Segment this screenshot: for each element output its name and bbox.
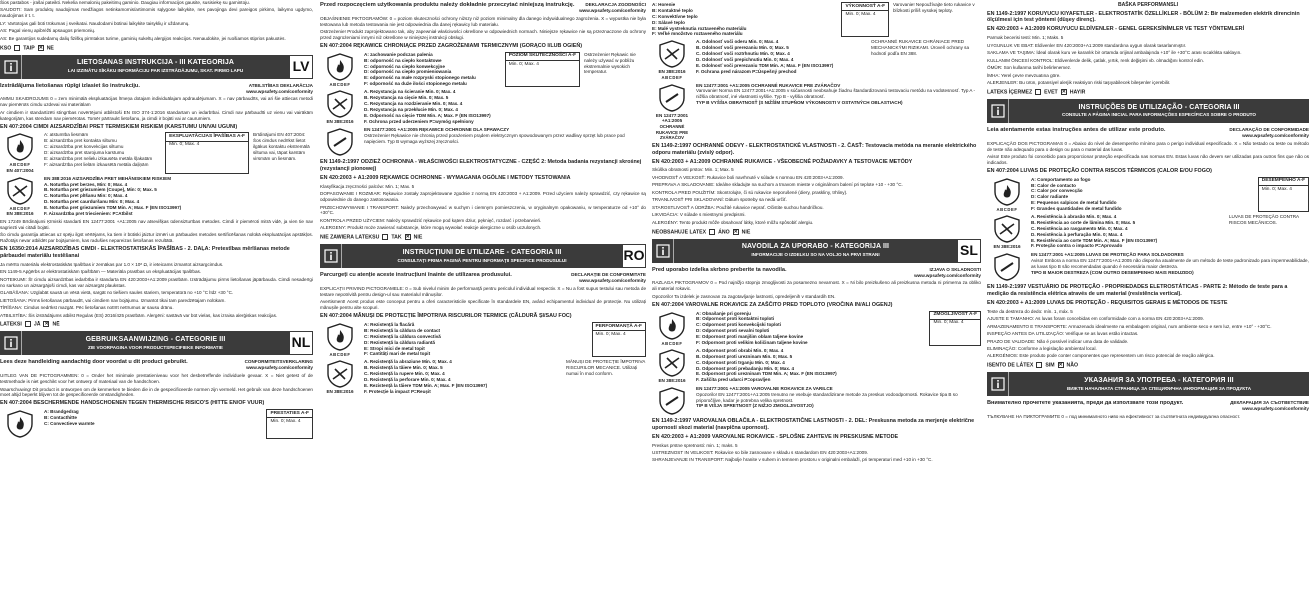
latex-checkboxes: KSO TAIP ✕ NE [0,44,54,51]
latex-checkboxes: LATEKS İÇERMEZ EVET ✕ HAYIR [987,88,1086,96]
standard-heading: EN 420:2003 + A1:2009 OCHRANNÉ RUKAVICE - VŠEOBECNÉ POŽIADAVKY A TESTOVACIE METÓDY [652,158,913,165]
mechanical-pictogram: ABCDEF EN 388:2016 [0,176,40,217]
paragraph: PRZECHOWYWANIE I TRANSPORT: Należy przechowywać w suchym i ciemnym pomieszczeniu, w oryginalnym opakowaniu, w temperaturze od +10° do +30°C. [320,204,646,216]
paragraph: Preskus prstne spretnosti: min. 1; maks. 5 [652,442,738,448]
paragraph: AMMU SKAIDROJUMS 0 = zem minimālā ekspluatācijas līmeņa dotajam individuālajam apdraudējumam. X = nav pārbaudīts, vai ari šie attiecas metodi nav piemērots cimdu uzdevai vai materiālam [0,96,313,108]
intro-text: Lees deze handleiding aandachtig door voordat u dit product gebruikt. [0,359,188,366]
declaration-url: www.wpsafety.com/conformity [914,272,981,278]
checkbox [14,45,20,51]
paragraph: KULLANIM ÖNCESİ KONTROL: Eldivenlerde delik, çatlak, yırtık, renk değişimi vb. olmadığını kontrol edin. [987,57,1205,63]
book-info-icon [0,55,22,79]
text-line: SAUDOTI: Sam produktų naudojimas medžiagos netinkamomis/artimomis sąlygose laikykite, nes pavojinga devi pareigos pirkimo, laikymo ugdymo, naudojimas ir t. t. [0,7,313,19]
paragraph: Avertisment! Acest produs este conceput pentru a oferi caracteristicile specificate în standardele EN, având echipamentul individual de protecție. Nu utilizați mănușile pentru alte scopuri. [320,299,646,311]
heat-pictogram [0,409,40,439]
checkbox [25,321,31,327]
paragraph: EXPLICAÇÃO DOS PICTOGRAMAS 0 = Abaixo do nível de desempenho mínimo para o perigo individual especificado. X = Não testado ou teste ou método de teste não adequado para o design ou para o material das luvas. [987,140,1309,152]
flame-icon [325,52,355,82]
banner-title: LIETOSANAS INSTRUKCIJA - III KATEGORIJA [76,59,234,67]
checkbox [709,229,715,235]
declaration-url: www.wpsafety.com/conformity [246,88,313,94]
text-line: Šios pastabos - įrašai pateikti. Nekelia nemalonių pakeitimų gaminio. Daugiau informacijos gausite, susisiekę su gamintoju. [0,0,250,5]
checkbox [1036,362,1042,368]
paragraph: DOPASOWANIE I ROZMIAR: Rękawice zostały zaprojektowane zgodnie z normą EN 420:2003 + A1:2009. Przed użyciem należy sprawdzić, czy rękawice są odpowiednie do danego zastosowania. [320,191,646,203]
paragraph: ELIMINAÇÃO: Conforme a legislação ambiental local. [987,346,1097,352]
standard-heading: EN 407:2004 CIMDI AIZSARDZĪBAI PRET TERMISKIEM RISKIEM (KARSTUMU UN/VAI UGUNI) [0,123,238,130]
declaration-title: CONFORMITEITSVERKLARING [244,359,313,365]
standard-heading: EN 16350:2014 AIZSARDZĪBAS CIMDI - ELEKTROSTATISKĀS ĪPAŠĪBAS - 2. DAĻA: Pretestības mērīšanas metode pārbaudei materiālu testēšanai [0,246,290,259]
mechanical-pictogram: EN 388:2016 [987,214,1027,250]
latex-checkboxes: NEOBSAHUJE LATEX ÁNO ✕ NIE [652,228,751,235]
paragraph: TĪRĪŠANA: Cimdus nedrīkst mazgāt. Pēc lietošanas notīrīt netīrumus ar sausu drānu. [0,305,174,311]
shield-icon [992,214,1022,244]
checkbox-checked: ✕ [1061,88,1066,95]
declaration-title: IZJAVA O SKLADNOSTI [929,266,981,272]
paragraph: Ja mērīto materiālu elektrostatiskās īpašības ir zemākas par 1.0 × 10⁸ Ω, ir ieteicams izmantot aizsargcimdus. [0,261,224,267]
section-banner-bg [987,372,1309,396]
column-pl-ro: Przed rozpoczęciem użytkowania produktu należy dokładnie przeczytać niniejszą instrukcję. DEKLARACJA ZGODNOŚCI www.wpsafety.com/conformity OBJAŚNIENIE PIKTOGRAMÓW: 0 = poziom skuteczności ochrony niższy niż poziom minimalny dla danego indywidualnego zagrożenia. X = wypustka nie była testowana lub metoda testowania nie jest odpowiednia dla danej rękawicy lub materiału. Ostrzeżenie! Produkt zaprojektowano tak, aby zapewniał właściwości określone w odpowiednich normach. Niniejsze rękawice nie są przeznaczone do ochrony przed zagrożeniami innymi niż określone w niniejszej instrukcji obsługi. EN 407:2004 RĘKAWICE CHRONIĄCE PRZED ZAGROŻENIAMI TERMICZNYMI (GORĄCO I/LUB OGIEŃ) ABCDEF A: zachowanie podczas palenia B: odporność na ciepło kontaktowe C: odporność na ciepło konwekcyjne D: odporność na ciepło promieniowania E: odporność na małe rozpryski stopionego metalu F: odporność na duże ilości stopionego metalu POZIOM SKUTECZNOŚCI A-F Min. 0; Max. 4 Ostrzeżenie! Rękawic nie należy używać w pobliżu ekstremalnie wysokich temperatur. EN 388:2016 A. Rezystancja na ścieranie Min. 0; Max. 4 B. Rezystancja na cięcie Min. 0; Max. 5 C. Rezystancja na rozdzieranie Min. 0; Max. 4 D. Rezystancja na przekłucie Min. 0; Max. 4 E. Odporność na cięcie TDM Min. A; Max. F (EN ISO13997) F. Ochrona przed uderzeniem P=wymóg spełniony EN 12477:2001 +A1:2005 RĘKAWICE OCHRONNE DLA SPAWACZY Ostrzeżenie! Rękawice nie chronią przed porażeniem prądem elektrycznym spowodowanym przez wadliwy sprzęt lub prace pod napięciem. Typ B wymaga wyższej zręczności. EN 1149-2:1997 ODZIEŻ OCHRONNA - WŁAŚCIWOŚCI ELEKTROSTATYCZNE - CZĘŚĆ 2: Metoda badania rezystancji skrośnej (rezystancji pionowej) EN 420:2003 + A1:2009 RĘKAWICE OCHRONNE - WYMAGANIA OGÓLNE I METODY TESTOWANIA Klasyfikacja zręczności palców: Min. 1; Max. 5 DOPASOWANIE I ROZMIAR: Rękawice zostały zaprojektowane zgodnie z normą EN 420:2003 + A1:2009. Przed użyciem należy sprawdzić, czy rękawice są odpowiednie do danego zastosowania. PRZECHOWYWANIE I TRANSPORT: Należy przechowywać w suchym i ciemnym pomieszczeniu, w oryginalnym opakowaniu, w temperaturze od +10° do +30°C. KONTROLA PRZED UŻYCIEM: Należy sprawdzić rękawice pod kątem dziur, pęknięć, rozdarć i przebarwień. ALERGENY: Produkt może zawierać substancje, które mogą wywołać reakcje alergiczne u osób uczulonych. NIE ZAWIERA LATEKSU TAK ✕ NIE INSTRUCȚIUNI DE UTILIZARE - CATEGORIA III CONSULTAȚI PRIMA PAGINĂ PENTRU INFORMAȚII SPECIFICE PRODUSULUI RO Parcurgeți cu atenție aceste instrucțiuni înainte de utilizarea produsului. DECLARAȚIE DE CONFORMITATE www.wpsafety.com/conformity EXPLICAȚII PRIVIND PICTOGRAMELE: 0 = Sub nivelul minim de performanță pentru pericolul individual respectiv. X = Nu a fost supus testului sau metoda de testare nepotrivită pentru design-ul sau materialul mănușilor. Avertisment! Acest produs este conceput pentru a oferi caracteristicile specificate în standardele EN, având echipamentul individual de protecție. Nu utilizați mănușile pentru alte scopuri. EN 407:2004 MĂNUȘI DE PROTECȚIE ÎMPOTRIVA RISCURILOR TERMICE (CĂLDURĂ ȘI/SAU FOC) ABCDEF A: Rezistență la flacără B: Rezistență la căldura de contact C: Rezistență la căldura convectivă D: Rezistență la căldura radiantă E: Stropi mici de metal topit F: Cantități mari de metal topit PERFORMANȚĂ A-F Min. 0; Max. 4 EN 388:2016 A. Rezistență la abraziune Min. 0; Max. 4 B. Rezistență la tăiere Min. 0; Max. 5 C. Rezistență la rupere Min. 0; Max. 4 D. Rezistență la perforare Min. 0; Max. 4 E. Rezistență la tăiere TDM Min. A; Max. F (EN ISO13997) F. Protecție la impact P=Reușit MĂNUȘI DE PROTECȚIE ÎMPOTRIVA RISCURILOR MECANICE. Utilizați numai în mod conform. [320,2,646,395]
book-info-icon [320,244,342,268]
standard-heading: EN 407:2004 LUVAS DE PROTEÇÃO CONTRA RISCOS TÉRMICOS (CALOR E/OU FOGO) [987,167,1212,174]
paragraph: Klasyfikacja zręczności palców: Min. 1; Max. 5 [320,183,415,189]
paragraph: KONTROLA PRZED UŻYCIEM: Należy sprawdzić rękawice pod kątem dziur, pęknięć, rozdarć i przebarwień. [320,217,542,223]
standard-heading: EN 1149-2:1997 VESTUÁRIO DE PROTEÇÃO - PROPRIEDADES ELETROSTÁTICAS - PARTE 2: Método de teste para a medição da resistência elétrica através de um material (resistência vertical). [987,283,1288,297]
declaration-title: ATBILSTĪBAS DEKLARĀCIJA [248,82,313,88]
paragraph: GLABĀŠANA: Uzglabāt sausā un vēsā vietā, sargāt no tiešiem saules stariem, temperatūrā no +10 °C līdz +30 °C. [0,290,234,296]
section-banner-pt [987,99,1309,123]
paragraph: ТЪЛКУВАНЕ НА ПИКТОГРАМИТЕ 0 = под минималното ниво на ефективност за съответната индивидуална опасност. [987,414,1241,420]
declaration-url: www.wpsafety.com/conformity [579,7,646,13]
banner-title: INSTRUÇÕES DE UTILIZAÇÃO - CATEGORIA III [1078,103,1240,111]
intro-text: Leia atentamente estas instruções antes de utilizar este produto. [987,126,1166,133]
warning-note: Ostrzeżenie! Rękawic nie należy używać w pobliżu ekstremalnie wysokich temperatur. [584,51,636,75]
banner-title: INSTRUCȚIUNI DE UTILIZARE - CATEGORIA III [402,248,562,256]
paragraph: Parmak becerisi testi: Min. 1; Maks. 5 [987,35,1064,41]
text-line: AS: Pagal vienų apibrėžti apsaugos priemonių. [0,28,96,34]
standard-heading: EN 407:2004 BESCHERMENDE HANDSCHOENEN TEGEN THERMISCHE RISICO'S (HITTE EN/OF VUUR) [0,400,265,407]
shield-icon [657,39,687,69]
section-banner-nl [0,331,313,355]
banner-subtitle: INFORMACIJE O IZDELKU SO NA VOLJO NA PRVI STRANI [751,252,880,258]
declaration-url: www.wpsafety.com/conformity [246,365,313,371]
paragraph: Teste da destreza do dedo: mín. 1, máx. 5 [987,308,1073,314]
paragraph: PREPRAVA A SKLADOVANIE: Ideálne skladujte na suchom a tmavom mieste v originálnom balení pri teplote +10 - +30 °C. [652,182,903,188]
section-title: BAŠKA PERFORMANSLI [1117,2,1179,8]
section-banner-ro [320,244,646,268]
book-info-icon [0,331,22,355]
paragraph: PRAZO DE VALIDADE: Não é possível indicar uma data de validade. [987,338,1129,344]
standard-heading: EN 420:2003 + A1:2009 RĘKAWICE OCHRONNE - WYMAGANIA OGÓLNE I METODY TESTOWANIA [320,174,571,181]
shield-icon [5,176,35,206]
intro-text: Izstrādājuma lietošanas rūpīgi izlasiet šo instrukciju. [0,82,140,89]
warning-note: Varovanie! Nepoužívajte tieto rukavice v blízkosti príliš vysokej teploty. [893,2,975,13]
paragraph: Waarschuwing! Dit product is ontworpen om de kenmerken te bieden die in de gespecificeerde normen zijn vermeld. Het gebruik van deze handschoenen moet altijd beperkt blijven tot de gespecificeerde omstandigheden. [0,386,313,398]
paragraph: Šo cimdu garantija attiecas uz spēju ilgst vērtējams, ka tiem ir būtiski jāiztur izmēri un pārbaudes metodes sertificēšanas nolūkā ekspluatācijas apstākļos. Ražotājs nevar atbildēt par bojājumiem, kas radušies nepareizas lietošanas rezultātā. [0,232,313,244]
paragraph: ÖMÜR: Son kullanma tarihi belirlenemez. [987,65,1072,71]
paragraph: NOTEIKUMI: Šī cimdu aizsardzības iedarbība ir standarta EN 420:2003+A1:2009 prasībām. Izstrādājumu pirms lietošanas jāpārbauda. Cimdi nesaderīgi no sarkano un aizsargājoši cimdi, kas var aizsargāt plaukstas. [0,276,313,288]
declaration-title: DEKLARACJA ZGODNOŚCI [585,2,646,7]
book-info-icon [987,99,1009,123]
standard-heading: EN 1149-2:1997 ODZIEŻ OCHRONNA - WŁAŚCIWOŚCI ELEKTROSTATYCZNE - CZĘŚĆ 2: Metoda badania rezystancji skrośnej (rezystancji pionowej) [320,159,642,172]
standard-heading: EN 1149-2:1997 OCHRANNÉ ODEVY - ELEKTROSTATICKÉ VLASTNOSTI - 2. ČASŤ: Testovacia metóda na meranie elektrického odporu materiálu (zvislý odpor). [652,142,977,156]
checkbox-checked: ✕ [1058,362,1063,369]
flame-icon [5,132,35,162]
checkbox [382,234,388,240]
performance-table: PERFORMANȚĂ A-F Min. 0; Max. 4 [592,322,646,357]
paragraph: LIETOŠANA: Pirms lietošanas pārbaudīt, vai cimdiem nav bojājumu. Izmantot tikai tam paredzētajam nolūkam. [0,297,226,303]
paragraph: ALERGENY: Produkt może zawierać substancje, które mogą wywołać reakcje alergiczne u osób uczulonych. [320,225,542,231]
paragraph: UITLEG VAN DE PICTOGRAMMEN: 0 = Onder het minimale prestatieniveau voor het desbetreffende individuele gevaar. X = Niet getest of de testmethode is niet geschikt voor het ontwerp of materiaal van de handschoen. [0,373,313,385]
paragraph: RAZLAGA PIKTOGRAMOV 0 = Pod najnižjo stopnjo zmogljivosti za posamezno nevarnost. X = Ni bilo preizkušeno ali preizkusna metoda ni primerna za obliko ali material rokavic. [652,280,981,292]
flame-icon [992,177,1022,207]
declaration-url: www.wpsafety.com/conformity [1242,132,1309,138]
text-line: AS: Be garantijos sudedamų dalių fiziškų pirmtakos turime, gaminių sukeltų alergijos reakcijos. Nenaudokite, jei ruošiamos stiprios pakuotės. [0,35,286,41]
paragraph: EN 1149-5 Apģērbs ar elektrostatiskām īpašībām — Materiāla prasības un ekspluatācijas īpašības. [0,269,202,275]
performance-table: VÝKONNOSŤ A-F Min. 0; Max. 4 [841,2,889,37]
paragraph: EXPLICAȚII PRIVIND PICTOGRAMELE: 0 = Sub nivelul minim de performanță pentru pericolul individual respectiv. X = Nu a fost supus testului sau metoda de testare nepotrivită pentru design-ul sau materialul mănușilor. [320,286,646,297]
flame-icon [657,311,687,341]
declaration-title: ДЕКЛАРАЦИЯ ЗА СЪОТВЕТСТВИЕ [1230,400,1309,406]
standard-heading: EN 420:2003 + A1:2009 KORUYUCU ELDİVENLER - GENEL GEREKSİNİMLER VE TEST YÖNTEMLERİ [987,26,1245,33]
declaration-title: DECLARAȚIE DE CONFORMITATE [571,272,646,278]
paragraph: ALERJENLER: Bu ürün, potansiyel alerjik reaksiyon riski taşıyabilecek bileşenler içerebilir. [987,80,1171,86]
standard-heading: EN 420:2003 + A1:2009 LUVAS DE PROTEÇÃO - REQUISITOS GERAIS E MÉTODOS DE TESTE [987,299,1228,306]
shield-icon [657,348,687,378]
paragraph: KONTROLA PRED POUŽITÍM: Skontrolujte, či sú rukavice neporušené (diery, praskliny, trhliny). [652,189,848,195]
welding-pictogram [320,127,360,157]
checkbox-checked: ✕ [38,44,43,51]
welding-pictogram [987,252,1027,282]
banner-subtitle: ZIE VOORPAGINA VOOR PRODUCTSPECIFIEKE INFORMATIE [88,344,223,350]
intro-text: Внимателно прочетете указанията, преди да използвате този продукт. [987,400,1184,407]
paragraph: LIKVIDÁCIA: V súlade s miestnymi predpismi. [652,212,746,218]
paragraph: INSPEÇÃO ANTES DA UTILIZAÇÃO: Verifique se as luvas estão intactas. [987,331,1139,337]
mechanical-pictogram: EN 388:2016 [320,89,360,125]
standard-heading: EN 1149-2:1997 VAROVALNA OBLAČILA - ELEKTROSTATIČNE LASTNOSTI - 2. DEL: Preskusna metoda za merjenje električne upornosti skozi material (navpična upornost). [652,417,975,431]
performance-table: DESEMPENHO A-F Min. 0; Max. 4 [1258,177,1309,212]
performance-table: PRESTATIES A-F Min. 0; Max. 4 [266,409,313,439]
paragraph: UYGUNLUK VE EBAT: Eldivenler EN 420:2003+A1:2009 standardına uygun olarak tasarlanmıştır. [987,42,1187,48]
latex-checkboxes: NIE ZAWIERA LATEKSU TAK ✕ NIE [320,234,423,241]
declaration-url: www.wpsafety.com/conformity [1242,406,1309,412]
section-banner-lv [0,55,313,79]
checkbox [1035,89,1041,95]
performance-table: ZMOGLJIVOST A-F Min. 0; Max. 4 [929,311,981,346]
paragraph: İMHA: Yerel çevre mevzuatına göre. [987,72,1061,78]
paragraph: Aviso! Este produto foi concebido para proporcionar proteção especificada nas normas EN. Estas luvas não devem ser utilizadas para outros fins que não os indicados. [987,154,1309,165]
column-tr-pt-bg: BAŠKA PERFORMANSLI EN 1149-2:1997 KORUYUCU KIYAFETLER - ELEKTROSTATİK ÖZELLİKLER - BÖLÜM 2: Bir malzemeden elektrik direncinin ölçülmesi için test yöntemi (düşey direnç). EN 420:2003 + A1:2009 KORUYUCU ELDİVENLER - GENEL GEREKSİNİMLER VE TEST YÖNTEMLERİ Parmak becerisi testi: Min. 1; Maks. 5 UYGUNLUK VE EBAT: Eldivenler EN 420:2003+A1:2009 standardına uygun olarak tasarlanmıştır. SAKLAMA VE TAŞIMA: İdeal olarak kuru ve karanlık bir ortamda orijinal ambalajında +10° ile +30°C arası sıcaklıkta saklayın. KULLANIM ÖNCESİ KONTROL: Eldivenlerde delik, çatlak, yırtık, renk değişimi vb. olmadığını kontrol edin. ÖMÜR: Son kullanma tarihi belirlenemez. İMHA: Yerel çevre mevzuatına göre. ALERJENLER: Bu ürün, potansiyel alerjik reaksiyon riski taşıyabilecek bileşenler içerebilir. LATEKS İÇERMEZ EVET ✕ HAYIR INSTRUÇÕES DE UTILIZAÇÃO - CATEGORIA III CONSULTE A PÁGINA INICIAL PARA INFORMAÇÕES ESPECÍFICAS SOBRE O PRODUTO Leia atentamente estas instruções antes de utilizar este produto. DECLARAÇÃO DE CONFORMIDADE www.wpsafety.com/conformity EXPLICAÇÃO DOS PICTOGRAMAS 0 = Abaixo do nível de desempenho mínimo para o perigo individual especificado. X = Não testado ou teste ou método de teste não adequado para o design ou para o material das luvas. Aviso! Este produto foi concebido para proporcionar proteção especificada nas normas EN. Estas luvas não devem ser utilizadas para outros fins que não os indicados. EN 407:2004 LUVAS DE PROTEÇÃO CONTRA RISCOS TÉRMICOS (CALOR E/OU FOGO) ABCDEF A: Comportamento ao fogo B: Calor de contacto C: Calor por convecção D: Calor radiante E: Pequenos salpicos de metal fundido F: Grandes quantidades de metal fundido DESEMPENHO A-F Min. 0; Max. 4 EN 388:2016 A. Resistência à abrasão Min. 0; Max. 4 B. Resistência ao corte de lâmina Min. 0; Max. 5 C. Resistência ao rasgamento Min. 0; Max. 4 D. Resistência à perfuração Min. 0; Max. 4 E. Resistência ao corte TDM Min. A; Max. F (EN ISO13997) F. Proteção contra o impacto P=Aprovado LUVAS DE PROTEÇÃO CONTRA RISCOS MECÂNICOS. EN 12477:2001 +A1:2005 LUVAS DE PROTEÇÃO PARA SOLDADORES Aviso! Embora a norma EN 12477:2001+A1:2005 não disponha atualmente de um método de teste padronizado para impermeabilidade, as luvas tipo B são recomendadas quando é necessária maior destreza. TIPO B MAIOR DESTREZA (COM OUTRO DESEMPENHO MAIS REDUZIDO) EN 1149-2:1997 VESTUÁRIO DE PROTEÇÃO - PROPRIEDADES ELETROSTÁTICAS - PARTE 2: Método de teste para a medição da resistência elétrica através de um material (resistência vertical). EN 420:2003 + A1:2009 LUVAS DE PROTEÇÃO - REQUISITOS GERAIS E MÉTODOS DE TESTE Teste da destreza do dedo: mín. 1, máx. 5 AJUSTE E TAMANHO: As luvas foram concebidas em conformidade com a norma EN 420:2003+A1:2009. ARMAZENAMENTO E TRANSPORTE: Armazenado idealmente na embalagem original, num ambiente seco e sem luz, entre +10° - +30°C. INSPEÇÃO ANTES DA UTILIZAÇÃO: Verifique se as luvas estão intactas. PRAZO DE VALIDADE: Não é possível indicar uma data de validade. ELIMINAÇÃO: Conforme a legislação ambiental local. ALERGÉNIOS: Este produto pode conter componentes que representem um risco potencial de reação alérgica. ISENTO DE LÁTEX SIM ✕ NÃO УКАЗАНИЯ ЗА УПОТРЕБА - КАТЕГОРИЯ III ВИЖТЕ НАЧАЛНАТА СТРАНИЦА ЗА СПЕЦИФИЧНА ИНФОРМАЦИЯ ЗА ПРОДУКТА Внимателно прочетете указанията, преди да използвате този продукт. ДЕКЛАРАЦИЯ ЗА СЪОТВЕТСТВИЕ www.wpsafety.com/conformity ТЪЛКУВАНЕ НА ПИКТОГРАМИТЕ 0 = под минималното ниво на ефективност за съответната индивидуална опасност. [987,2,1309,420]
banner-title: GEBRUIKSAANWIJZING - CATEGORIE III [85,335,226,343]
welding-pictogram: EN 12477:2001 +A1:2005 OCHRANNÉ RUKAVICE PRE ZVÁRAČOV [652,83,692,141]
shield-icon [325,127,355,157]
shield-icon [325,89,355,119]
language-code: SL [957,239,981,263]
standard-heading: EN 407:2004 RĘKAWICE CHRONIĄCE PRZED ZAGROŻENIAMI TERMICZNYMI (GORĄCO I/LUB OGIEŃ) [320,42,583,49]
language-code: RO [622,244,646,268]
latex-checkboxes: LATEKSI JĀ ✕ NĒ [0,321,60,328]
checkbox-checked: ✕ [405,234,410,241]
mechanical-pictogram: EN 388:2016 [320,359,360,395]
heat-pictogram: ABCDEF [652,311,692,346]
paragraph: Opozorilo! Ta izdelek je zasnovan za zagotavljanje lastnosti, opredeljenih v standardih EN. [652,293,836,299]
paragraph: TRVANLIVOSŤ PRI SKLADOVANÍ: Dátum spotreby sa nedá určiť. [652,197,787,203]
text-line: LY: Vartotojas gali būti trūkumas į sveikatai. Naudodami būtinai laikykite taisyklių ir uždarumų. [0,20,190,26]
paragraph: Ar cimdiem ir standartizēti stingrības novērtējumi atbilstoši EN ISO 374-1:2016 standartam un iedarbībai. Cimdi nav pārbaudīti uz vienu vai vairākām kategorijām, kas stendam nav piemērotas. Tomēr pārtraukt lietošanu, ja cimdi ir bojāti vai ar caurumiem. [0,109,313,121]
paragraph: STAROSTLIVOSŤ A ÚDRŽBA: Použité rukavice neprať. Očistite suchou handričkou. [652,204,824,210]
warning-note: LUVAS DE PROTEÇÃO CONTRA RISCOS MECÂNICOS. [1229,214,1299,225]
shield-icon [992,252,1022,282]
paragraph: SHRANJEVANJE IN TRANSPORT: Najbolje hranite v suhem in temnem prostoru v originalni embalaži, pri temperaturi med +10 in +30 °C. [652,457,933,463]
mechanical-pictogram: EN 388:2016 [652,348,692,384]
section-banner-sl [652,239,981,263]
standard-heading: EN 407:2004 VAROVALNE ROKAVICE ZA ZAŠČITO PRED TOPLOTO (VROČINA IN/ALI OGENJ) [652,301,893,308]
paragraph: VHODNOSŤ A VEĽKOSŤ: Rukavice boli navrhnuté v súlade s normou EN 420:2003+A1:2009. [652,174,844,180]
declaration-url: www.wpsafety.com/conformity [579,278,646,284]
mechanical-pictogram: EN 388:2016 ABCDEF [652,39,692,80]
shield-icon [325,359,355,389]
paragraph: ARMAZENAMENTO E TRANSPORTE: Armazenado idealmente na embalagem original, num ambiente seco e sem luz, entre +10° - +30°C. [987,323,1272,329]
column-lv-nl: Šios pastabos - įrašai pateikti. Nekelia nemalonių pakeitimų gaminio. Daugiau informacijos gausite, susisiekę su gamintoju. SAUDOTI: Sam produktų naudojimas medžiagos netinkamomis/artimomis sąlygose laikykite, nes pavojinga devi pareigos pirkimo, laikymo ugdymo, naudojimas ir t. t. LY: Vartotojas gali būti trūkumas į sveikatai. Naudodami būtinai laikykite taisyklių ir uždarumų. AS: Pagal vienų apibrėžti apsaugos priemonių. AS: Be garantijos sudedamų dalių fiziškų pirmtakos turime, gaminių sukeltų alergijos reakcijos. Nenaudokite, jei ruošiamos stiprios pakuotės. KSO TAIP ✕ NE LIETOSANAS INSTRUKCIJA - III KATEGORIJA LAI IZZINĀTU SĪKĀKU INFORMĀCIJU PAR IZSTRĀDĀJUMU, SKAT. PIRMO LAPU LV Izstrādājuma lietošanas rūpīgi izlasiet šo instrukciju. ATBILSTĪBAS DEKLARĀCIJA www.wpsafety.com/conformity AMMU SKAIDROJUMS 0 = zem minimālā ekspluatācijas līmeņa dotajam individuālajam apdraudējumam. X = nav pārbaudīts, vai ari šie attiecas metodi nav piemērots cimdu uzdevai vai materiālam Ar cimdiem ir standartizēti stingrības novērtējumi atbilstoši EN ISO 374-1:2016 standartam un iedarbībai. Cimdi nav pārbaudīti uz vienu vai vairākām kategorijām, kas stendam nav piemērotas. Tomēr pārtraukt lietošanu, ja cimdi ir bojāti vai ar caurumiem. EN 407:2004 CIMDI AIZSARDZĪBAI PRET TERMISKIEM RISKIEM (KARSTUMU UN/VAI UGUNI) ABCDEF EN 407:2004 A: atstumība liesmām B: aizsardzība pret kontakta siltumu C: aizsardzība pret konvekcijas siltumu D: aizsardzība pret starojuma karstumu E: aizsardzība pret nelielu izkausēta metāla šļakatām F: aizsardzība pret lielām izkausētā metāla daļiņām EKSPLUATĀCIJAS ĪPAŠĪBAS A-F Min. 0; Max. 4 Brīdinājumi EN 407:2004: Šos cimdus nedrīkst lietot ilgākus kontaktu ekstremālā siltuma vai, tāpat karstām virsmām un liesmām. ABCDEF EN 388:2016 EN 388:2016 AIZSARDZĪBA PRET MEHĀNISKIEM RISKIEM A. Noturība pret berzes, Min: 0; Max. 4 B. Noturība pret griezumiem (Coupe), Min: 0; Max. 5 C. Noturība pret plīšanu Min: 0; Max. 4 D. Noturība pret caurduršanu Min: 0; Max. 4 E. Noturība pret griezumiem TDM Min. A; Max. F (EN ISO13997) F. Aizsardzība pret triecieniem: P=Atbilst EN 17249 Brīdinājumi Ķīmiski standarti EN 12477:2001 +A1:2005 nav atsevišķas ūdensizturības metodes. Cimdi ir piemēroti mitrā vidē, ja vien tie nav sagriezti vai citādi bojāti. Šo cimdu garantija attiecas uz spēju ilgst vērtējams, ka tiem ir būtiski jāiztur izmēri un pārbaudes metodes sertificēšanas nolūkā ekspluatācijas apstākļos. Ražotājs nevar atbildēt par bojājumiem, kas radušies nepareizas lietošanas rezultātā. EN 16350:2014 AIZSARDZĪBAS CIMDI - ELEKTROSTATISKĀS ĪPAŠĪBAS - 2. DAĻA: Pretestības mērīšanas metode pārbaudei materiālu testēšanai Ja mērīto materiālu elektrostatiskās īpašības ir zemākas par 1.0 × 10⁸ Ω, ir ieteicams izmantot aizsargcimdus. EN 1149-5 Apģērbs ar elektrostatiskām īpašībām — Materiāla prasības un ekspluatācijas īpašības. NOTEIKUMI: Šī cimdu aizsardzības iedarbība ir standarta EN 420:2003+A1:2009 prasībām. Izstrādājumu pirms lietošanas jāpārbauda. Cimdi nesaderīgi no sarkano un aizsargājoši cimdi, kas var aizsargāt plaukstas. GLABĀŠANA: Uzglabāt sausā un vēsā vietā, sargāt no tiešiem saules stariem, temperatūrā no +10 °C līdz +30 °C. LIETOŠANA: Pirms lietošanas pārbaudīt, vai cimdiem nav bojājumu. Izmantot tikai tam paredzētajam nolūkam. TĪRĪŠANA: Cimdus nedrīkst mazgāt. Pēc lietošanas notīrīt netīrumus ar sausu drānu. ATBILSTĪBA: Šis izstrādājums atbilst Regulas (ES) 2016/425 prasībām. Alergēni: sastāvā var būt vielas, kas izraisa alerģiskas reakcijas. LATEKSI JĀ ✕ NĒ GEBRUIKSAANWIJZING - CATEGORIE III ZIE VOORPAGINA VOOR PRODUCTSPECIFIEKE INFORMATIE NL Lees deze handleiding aandachtig door voordat u dit product gebruikt. CONFORMITEITSVERKLARING www.wpsafety.com/conformity UITLEG VAN DE PICTOGRAMMEN: 0 = Onder het minimale prestatieniveau voor het desbetreffende individuele gevaar. X = Niet getest of de testmethode is niet geschikt voor het ontwerp of materiaal van de handschoen. Waarschuwing! Dit product is ontworpen om de kenmerken te bieden die in de gespecificeerde normen zijn vermeld. Het gebruik van deze handschoenen moet altijd beperkt blijven tot de gespecificeerde omstandigheden. EN 407:2004 BESCHERMENDE HANDSCHOENEN TEGEN THERMISCHE RISICO'S (HITTE EN/OF VUUR) A: Brandgedrag B: Contacthitte C: Convectieve warmte PRESTATIES A-F Min. 0; Max. 4 [0,0,313,606]
standard-heading: EN 407:2004 MĂNUȘI DE PROTECȚIE ÎMPOTRIVA RISCURILOR TERMICE (CĂLDURĂ ȘI/SAU FOC) [320,313,572,320]
intro-text: Pred uporabo izdelka skrbno preberite ta navodila. [652,266,787,273]
flame-icon [5,409,35,439]
paragraph: Ostrzeżenie! Produkt zaprojektowano tak, aby zapewniał właściwości określone w odpowiednich normach. Niniejsze rękawice nie są przeznaczone do ochrony przed zagrożeniami innymi niż określone w niniejszej instrukcji obsługi. [320,29,646,40]
language-code: NL [289,331,313,355]
paragraph: ALERGÉNIOS: Este produto pode conter componentes que representem um risco potencial de reação alérgica. [987,353,1215,359]
standard-heading: EN 1149-2:1997 KORUYUCU KIYAFETLER - ELEKTROSTATİK ÖZELLİKLER - BÖLÜM 2: Bir malzemeden elektrik direncinin ölçülmesi için test yöntemi (düşey direnç). [987,10,1300,24]
heat-pictogram: ABCDEF [987,177,1027,212]
intro-text: Parcurgeți cu atenție aceste instrucțiuni înainte de utilizarea produsului. [320,272,512,279]
banner-subtitle: ВИЖТЕ НАЧАЛНАТА СТРАНИЦА ЗА СПЕЦИФИЧНА ИНФОРМАЦИЯ ЗА ПРОДУКТА [1066,385,1252,391]
book-info-icon [652,239,674,263]
paragraph: AJUSTE E TAMANHO: As luvas foram concebidas em conformidade com a norma EN 420:2003+A1:2009. [987,316,1204,322]
checkbox-checked: ✕ [733,228,738,235]
paragraph: ATBILSTĪBA: Šis izstrādājums atbilst Regulas (ES) 2016/425 prasībām. Alergēni: sastāvā var būt vielas, kas izraisa alerģiskas reakcijas. [0,312,278,318]
standard-heading: EN 420:2003 + A1:2009 VAROVALNE ROKAVICE - SPLOŠNE ZAHTEVE IN PRESKUSNE METODE [652,433,899,440]
checkbox-checked: ✕ [44,321,49,328]
warning-note: Brīdinājumi EN 407:2004: Šos cimdus nedrīkst lietot ilgākus kontaktu ekstremālā siltuma vai, tāpat karstām virsmām un liesmām. [253,132,310,161]
paragraph: Skúška obratnosti prstov: Min. 1; Max. 5 [652,167,734,173]
latex-checkboxes: ISENTO DE LÁTEX SIM ✕ NÃO [987,362,1079,369]
banner-title: УКАЗАНИЯ ЗА УПОТРЕБА - КАТЕГОРИЯ III [1084,376,1234,384]
banner-subtitle: CONSULTAȚI PRIMA PAGINĂ PENTRU INFORMAȚII SPECIFICE PRODUSULUI [397,257,567,263]
heat-pictogram: ABCDEF [320,52,360,87]
language-code: LV [289,55,313,79]
banner-subtitle: LAI IZZINĀTU SĪKĀKU INFORMĀCIJU PAR IZSTRĀDĀJUMU, SKAT. PIRMO LAPU [67,68,244,74]
banner-title: NAVODILA ZA UPORABO - KATEGORIJA III [741,243,890,251]
paragraph: USTREZNOST IN VELIKOST: Rokavice so bile zasnovane v skladu s standardom EN 420:2003+A1:2009. [652,449,869,455]
book-info-icon [987,372,1009,396]
heat-pictogram: ABCDEF EN 407:2004 [0,132,40,173]
performance-table: POZIOM SKUTECZNOŚCI A-F Min. 0; Max. 4 [505,52,580,87]
performance-table: EKSPLUATĀCIJAS ĪPAŠĪBAS A-F Min. 0; Max. 4 [165,132,249,173]
column-sk-sl: A: Horenie B: Kontaktné teplo C: Konvektívne teplo D: Sálavé teplo E: Malé vystreknutia roztaveného materiálu F: Veľké množstvo roztaveného materiálu VÝKONNOSŤ A-F Min. 0; Max. 4 Varovanie! Nepoužívajte tieto rukavice v blízkosti príliš vysokej teploty. EN 388:2016 ABCDEF A. Odolnosť voči oderu Min. 0; Max. 4 B. Odolnosť voči prerezaniu Min. 0; Max. 5 C. Odolnosť voči roztrhnutiu Min. 0; Max. 4 D. Odolnosť voči prepichnutiu Min. 0; Max. 4 E. Odolnosť voči prerezaniu TDM Min. A; Max. F (EN ISO13997) F. Ochrana pred nárazom P=Úspešný prechod OCHRANNÉ RUKAVICE CHRÁNIACE PRED MECHANICKÝMI RIZIKAMI. Úroveň ochrany sa hodnotí podľa EN 388. EN 12477:2001 +A1:2005 OCHRANNÉ RUKAVICE PRE ZVÁRAČOV EN 12477:2001 +A1:2005 OCHRANNÉ RUKAVICE PRE ZVÁRAČOV Varovanie! Norma EN 12477:2001+A1:2005 v súčasnosti neobsahuje žiadnu štandardizovanú testovaciu metódu na vodotesnosť. Typ A - nižšia obratnosť, iné vlastnosti vyššie. Typ B - vyššia obratnosť. TYP B VYŠŠIA OBRATNOSŤ (S NIŽŠÍM STUPŇOM VÝKONNOSTI V OSTATNÝCH OBLASTIACH) EN 1149-2:1997 OCHRANNÉ ODEVY - ELEKTROSTATICKÉ VLASTNOSTI - 2. ČASŤ: Testovacia metóda na meranie elektrického odporu materiálu (zvislý odpor). EN 420:2003 + A1:2009 OCHRANNÉ RUKAVICE - VŠEOBECNÉ POŽIADAVKY A TESTOVACIE METÓDY Skúška obratnosti prstov: Min. 1; Max. 5 VHODNOSŤ A VEĽKOSŤ: Rukavice boli navrhnuté v súlade s normou EN 420:2003+A1:2009. PREPRAVA A SKLADOVANIE: Ideálne skladujte na suchom a tmavom mieste v originálnom balení pri teplote +10 - +30 °C. KONTROLA PRED POUŽITÍM: Skontrolujte, či sú rukavice neporušené (diery, praskliny, trhliny). TRVANLIVOSŤ PRI SKLADOVANÍ: Dátum spotreby sa nedá určiť. STAROSTLIVOSŤ A ÚDRŽBA: Použité rukavice neprať. Očistite suchou handričkou. LIKVIDÁCIA: V súlade s miestnymi predpismi. ALERGÉNY: Tento produkt môže obsahovať látky, ktoré môžu spôsobiť alergiu. NEOBSAHUJE LATEX ÁNO ✕ NIE NAVODILA ZA UPORABO - KATEGORIJA III INFORMACIJE O IZDELKU SO NA VOLJO NA PRVI STRANI SL Pred uporabo izdelka skrbno preberite ta navodila. IZJAVA O SKLADNOSTI www.wpsafety.com/conformity RAZLAGA PIKTOGRAMOV 0 = Pod najnižjo stopnjo zmogljivosti za posamezno nevarnost. X = Ni bilo preizkušeno ali preizkusna metoda ni primerna za obliko ali material rokavic. Opozorilo! Ta izdelek je zasnovan za zagotavljanje lastnosti, opredeljenih v standardih EN. EN 407:2004 VAROVALNE ROKAVICE ZA ZAŠČITO PRED TOPLOTO (VROČINA IN/ALI OGENJ) ABCDEF A: Obnašanje pri gorenju B: Odpornost proti kontaktni toploti C: Odpornost proti konvekcijski toploti D: Odpornost proti sevalni toploti E: Odpornost proti manjšim oblam taljene kovine F: Odpornost proti velikim količinam taljene kovine ZMOGLJIVOST A-F Min. 0; Max. 4 EN 388:2016 A. Odpornost proti obrabi Min. 0; Max. 4 B. Odpornost proti urezninam Min. 0; Max. 5 C. Odpornost proti trganju Min. 0; Max. 4 D. Odpornost proti prebadanju Min. 0; Max. 4 E. Odpornost proti urezninam TDM Min. A; Max. F (EN ISO13997) F. Zaščita pred udarci P=opravljen EN 12477:2001 +A1:2005 VAROVALNE ROKAVICE ZA VARILCE Opozorilo! EN 12477:2001+A1:2005 trenutno ne vsebuje standardizirane metode za preskus vodoodpornosti. Rokavice tipa B so priporočljive, kadar je potrebna velika spretnost. TIP B VIŠJA SPRETNOST (Z NIŽJO ZMOGLJIVOSTJO) EN 1149-2:1997 VAROVALNA OBLAČILA - ELEKTROSTATIČNE LASTNOSTI - 2. DEL: Preskusna metoda za merjenje električne upornosti skozi material (navpična upornost). EN 420:2003 + A1:2009 VAROVALNE ROKAVICE - SPLOŠNE ZAHTEVE IN PRESKUSNE METODE Preskus prstne spretnosti: min. 1; maks. 5 USTREZNOST IN VELIKOST: Rokavice so bile zasnovane v skladu s standardom EN 420:2003+A1:2009. SHRANJEVANJE IN TRANSPORT: Najbolje hranite v suhem in temnem prostoru v originalni embalaži, pri temperaturi med +10 in +30 °C. [652,2,981,463]
warning-note: MĂNUȘI DE PROTECȚIE ÎMPOTRIVA RISCURILOR MECANICE. Utilizați numai în mod conform. [566,359,646,377]
shield-icon [657,83,687,113]
banner-subtitle: CONSULTE A PÁGINA INICIAL PARA INFORMAÇÕES ESPECÍFICAS SOBRE O PRODUTO [1062,112,1256,118]
declaration-title: DECLARAÇÃO DE CONFORMIDADE [1229,126,1309,132]
heat-pictogram: ABCDEF [320,322,360,357]
flame-icon [325,322,355,352]
intro-text: Przed rozpoczęciem użytkowania produktu należy dokładnie przeczytać niniejszą instrukcję. [320,2,575,8]
warning-note: OCHRANNÉ RUKAVICE CHRÁNIACE PRED MECHANICKÝMI RIZIKAMI. Úroveň ochrany sa hodnotí podľa EN 388. [871,39,970,56]
paragraph: EN 17249 Brīdinājumi Ķīmiski standarti EN 12477:2001 +A1:2005 nav atsevišķas ūdensizturības metodes. Cimdi ir piemēroti mitrā vidē, ja vien tie nav sagriezti vai citādi bojāti. [0,218,313,230]
shield-icon [657,386,687,416]
paragraph: SAKLAMA VE TAŞIMA: İdeal olarak kuru ve karanlık bir ortamda orijinal ambalajında +10° ile +30°C arası sıcaklıkta saklayın. [987,50,1242,56]
welding-pictogram [652,386,692,416]
paragraph: OBJAŚNIENIE PIKTOGRAMÓW: 0 = poziom skuteczności ochrony niższy niż poziom minimalny dla danego indywidualnego zagrożenia. X = wypustka nie była testowana lub metoda testowania nie jest odpowiednia dla danej rękawicy lub materiału. [320,15,646,27]
paragraph: ALERGÉNY: Tento produkt môže obsahovať látky, ktoré môžu spôsobiť alergiu. [652,219,814,225]
